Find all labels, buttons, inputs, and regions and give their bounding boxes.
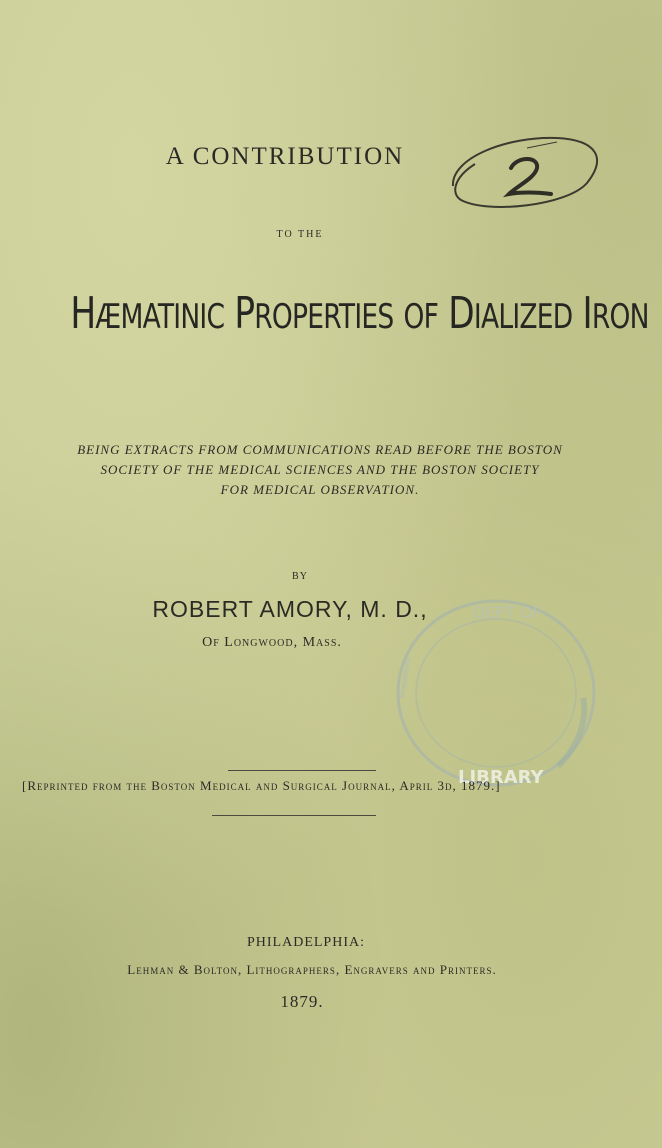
- imprint-printers: Lehman & Bolton, Lithographers, Engravers and Printers.: [127, 962, 497, 977]
- handwritten-number-mark: [447, 128, 607, 218]
- stamp-top-text: DEPT OF: [473, 603, 542, 622]
- imprint-year: 1879.: [280, 992, 324, 1011]
- reprint-note: [Reprinted from the Boston Medical and Surgical Journal, April 3d, 1879.]: [22, 778, 501, 793]
- title-word-properties: ROPERTIES: [254, 297, 394, 337]
- divider-lower: [212, 815, 376, 816]
- title-cap-i: I: [582, 288, 592, 339]
- subtitle-block: [0, 440, 640, 500]
- by-label: BY: [292, 571, 308, 582]
- divider-upper: [228, 770, 376, 771]
- author-affiliation: Of Longwood, Mass.: [202, 635, 342, 650]
- subtitle-line-3: FOR MEDICAL OBSERVATION.: [220, 482, 420, 497]
- imprint-place: PHILADELPHIA:: [247, 935, 365, 950]
- title-word-dialized: IALIZED: [473, 297, 573, 337]
- title-cap-p: P: [234, 288, 255, 339]
- title-word-iron: RON: [591, 297, 649, 337]
- library-stamp: [378, 588, 608, 798]
- contribution-text: A CONTRIBUTION: [165, 143, 405, 170]
- title-cap-h: H: [70, 288, 96, 339]
- main-title: [70, 288, 649, 339]
- subtitle-line-1: BEING EXTRACTS FROM COMMUNICATIONS READ BEFORE THE BOSTON: [77, 442, 563, 457]
- title-cap-d: D: [448, 288, 474, 339]
- author-name: ROBERT AMORY, M. D.,: [152, 596, 428, 622]
- to-the-label: TO THE: [276, 229, 324, 240]
- stamp-bottom-text: LIBRARY: [458, 767, 544, 788]
- title-word-of: OF: [403, 297, 439, 337]
- subtitle-line-2: SOCIETY OF THE MEDICAL SCIENCES AND THE BOSTON SOCIETY: [100, 462, 540, 477]
- title-word-haematinic: ÆMATINIC: [95, 297, 225, 337]
